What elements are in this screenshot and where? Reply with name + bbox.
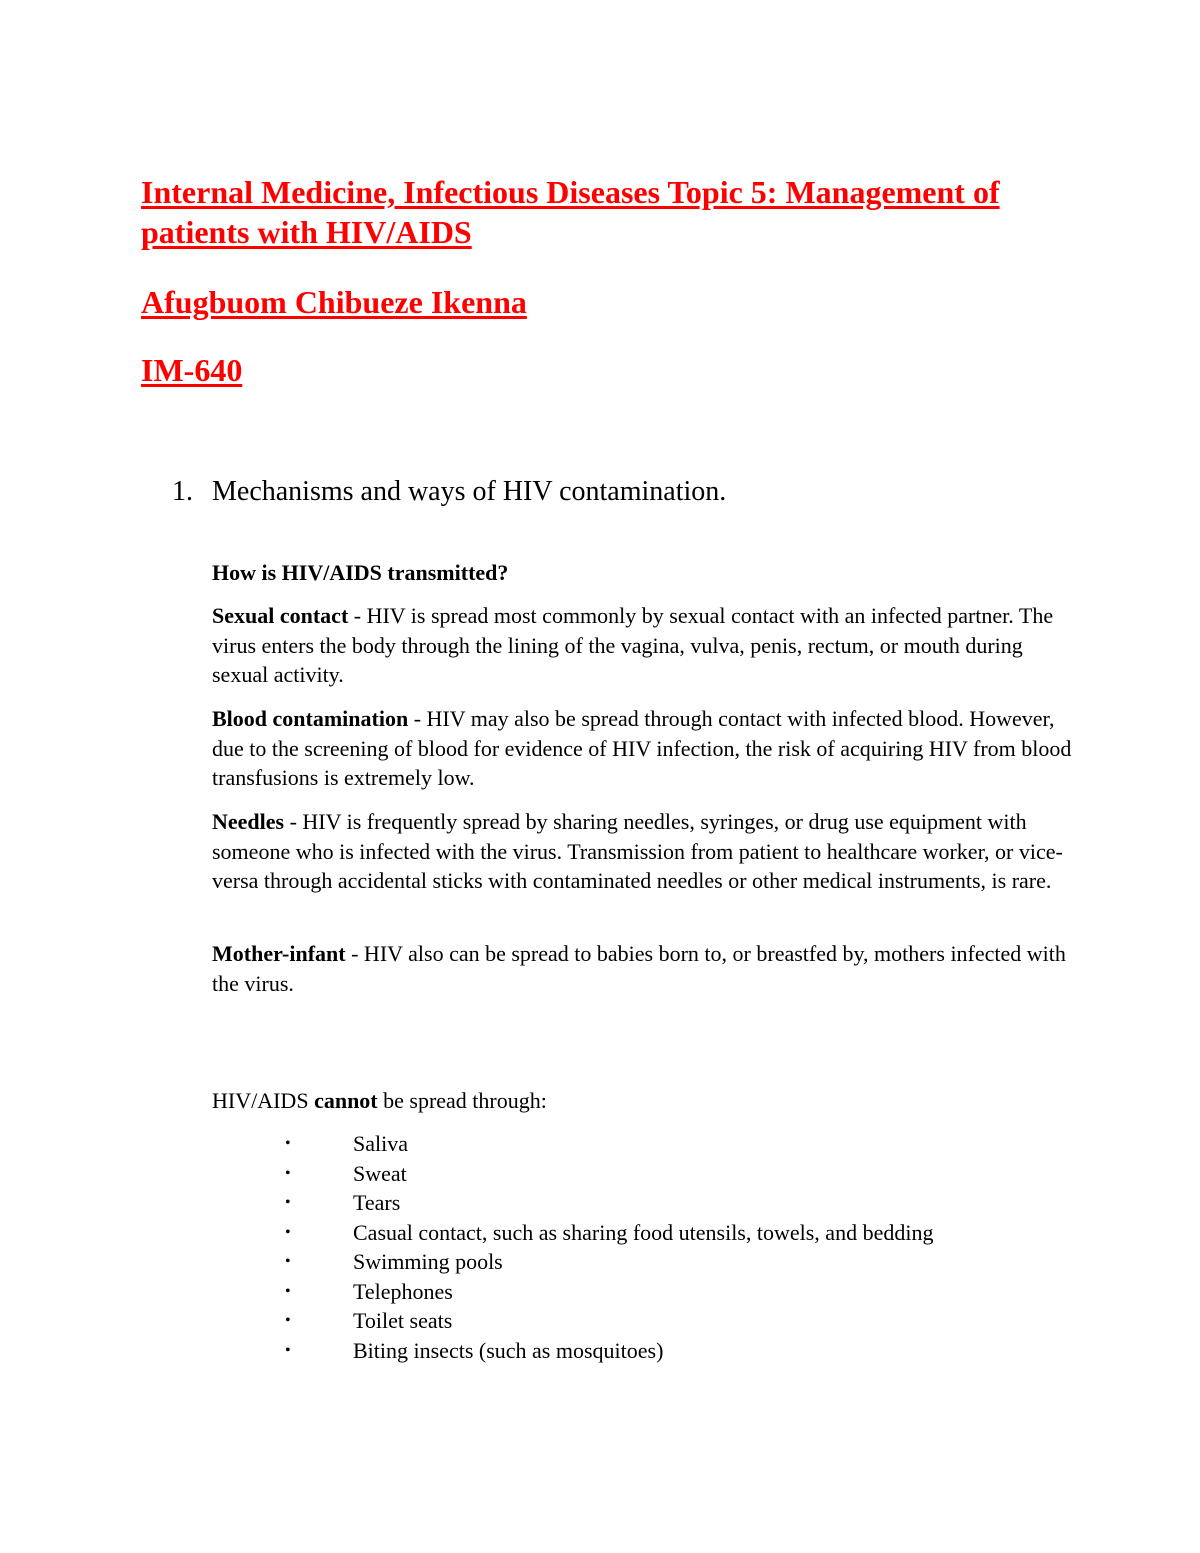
cannot-spread-list <box>212 1129 933 1365</box>
document-title: Internal Medicine, Infectious Diseases Topic 5: Management of patients with HIV/AIDS <box>141 174 1000 250</box>
text-sexual-contact: - HIV is spread most commonly by sexual contact with an infected partner. The virus enters the body through the lining of the vagina, vulva, penis, rectum, or mouth during sexual activity. <box>212 603 1054 687</box>
list-item <box>212 1336 933 1366</box>
list-item-text: Tears <box>353 1190 401 1215</box>
list-item-text: Sweat <box>353 1160 407 1186</box>
paragraph-sexual-contact <box>212 601 1082 690</box>
bullet-icon: • <box>285 1253 291 1270</box>
cannot-spread-intro <box>212 1086 1082 1116</box>
list-item-text: Biting insects (such as mosquitoes) <box>353 1337 664 1363</box>
term-blood-contamination: Blood contamination <box>212 706 409 731</box>
bullet-icon: • <box>285 1341 291 1359</box>
paragraph-mother-infant <box>212 939 1082 998</box>
list-item <box>212 1306 933 1336</box>
course-code: IM-640 <box>141 352 243 388</box>
cannot-suffix: be spread through: <box>377 1088 547 1113</box>
list-item-text: Casual contact, such as sharing food utensils, towels, and bedding <box>353 1219 934 1245</box>
bullet-icon: • <box>285 1135 291 1152</box>
list-item <box>212 1277 933 1307</box>
text-mother-infant: - HIV also can be spread to babies born to, or breastfed by, mothers infected with the virus. <box>212 941 1066 996</box>
list-item <box>212 1159 933 1189</box>
list-item <box>212 1247 933 1277</box>
cannot-emphasis: cannot <box>314 1088 378 1113</box>
bullet-icon: • <box>285 1312 291 1329</box>
term-mother-infant: Mother-infant <box>212 941 346 966</box>
section-title: Mechanisms and ways of HIV contamination. <box>212 476 727 507</box>
text-blood-contamination: - HIV may also be spread through contact with infected blood. However, due to the screening of blood for evidence of HIV infection, the risk of acquiring HIV from blood transfusions is extremely low. <box>212 706 1072 790</box>
section-number: 1. <box>172 476 193 507</box>
list-item <box>212 1129 933 1159</box>
list-item-text: Saliva <box>353 1131 408 1156</box>
cannot-prefix: HIV/AIDS <box>212 1088 315 1113</box>
list-item-text: Toilet seats <box>353 1308 453 1333</box>
term-needles: Needles <box>212 809 285 834</box>
bullet-icon: • <box>285 1194 291 1211</box>
transmission-question: How is HIV/AIDS transmitted? <box>212 560 509 585</box>
term-sexual-contact: Sexual contact <box>212 603 349 628</box>
bullet-icon: • <box>285 1164 291 1182</box>
list-item-text: Telephones <box>353 1278 453 1304</box>
section-heading <box>172 474 726 510</box>
list-item <box>212 1188 933 1218</box>
bullet-icon: • <box>285 1282 291 1300</box>
paragraph-needles <box>212 807 1082 896</box>
author-name: Afugbuom Chibueze Ikenna <box>141 284 527 320</box>
text-needles: - HIV is frequently spread by sharing needles, syringes, or drug use equipment with someone who is infected with the virus. Transmission from patient to healthcare worker, or vice-versa through accidental sticks with contaminated needles or other medical instruments, is rare. <box>212 809 1063 893</box>
list-item <box>212 1218 933 1248</box>
list-item-text: Swimming pools <box>353 1249 503 1274</box>
paragraph-blood-contamination <box>212 704 1082 793</box>
bullet-icon: • <box>285 1223 291 1241</box>
